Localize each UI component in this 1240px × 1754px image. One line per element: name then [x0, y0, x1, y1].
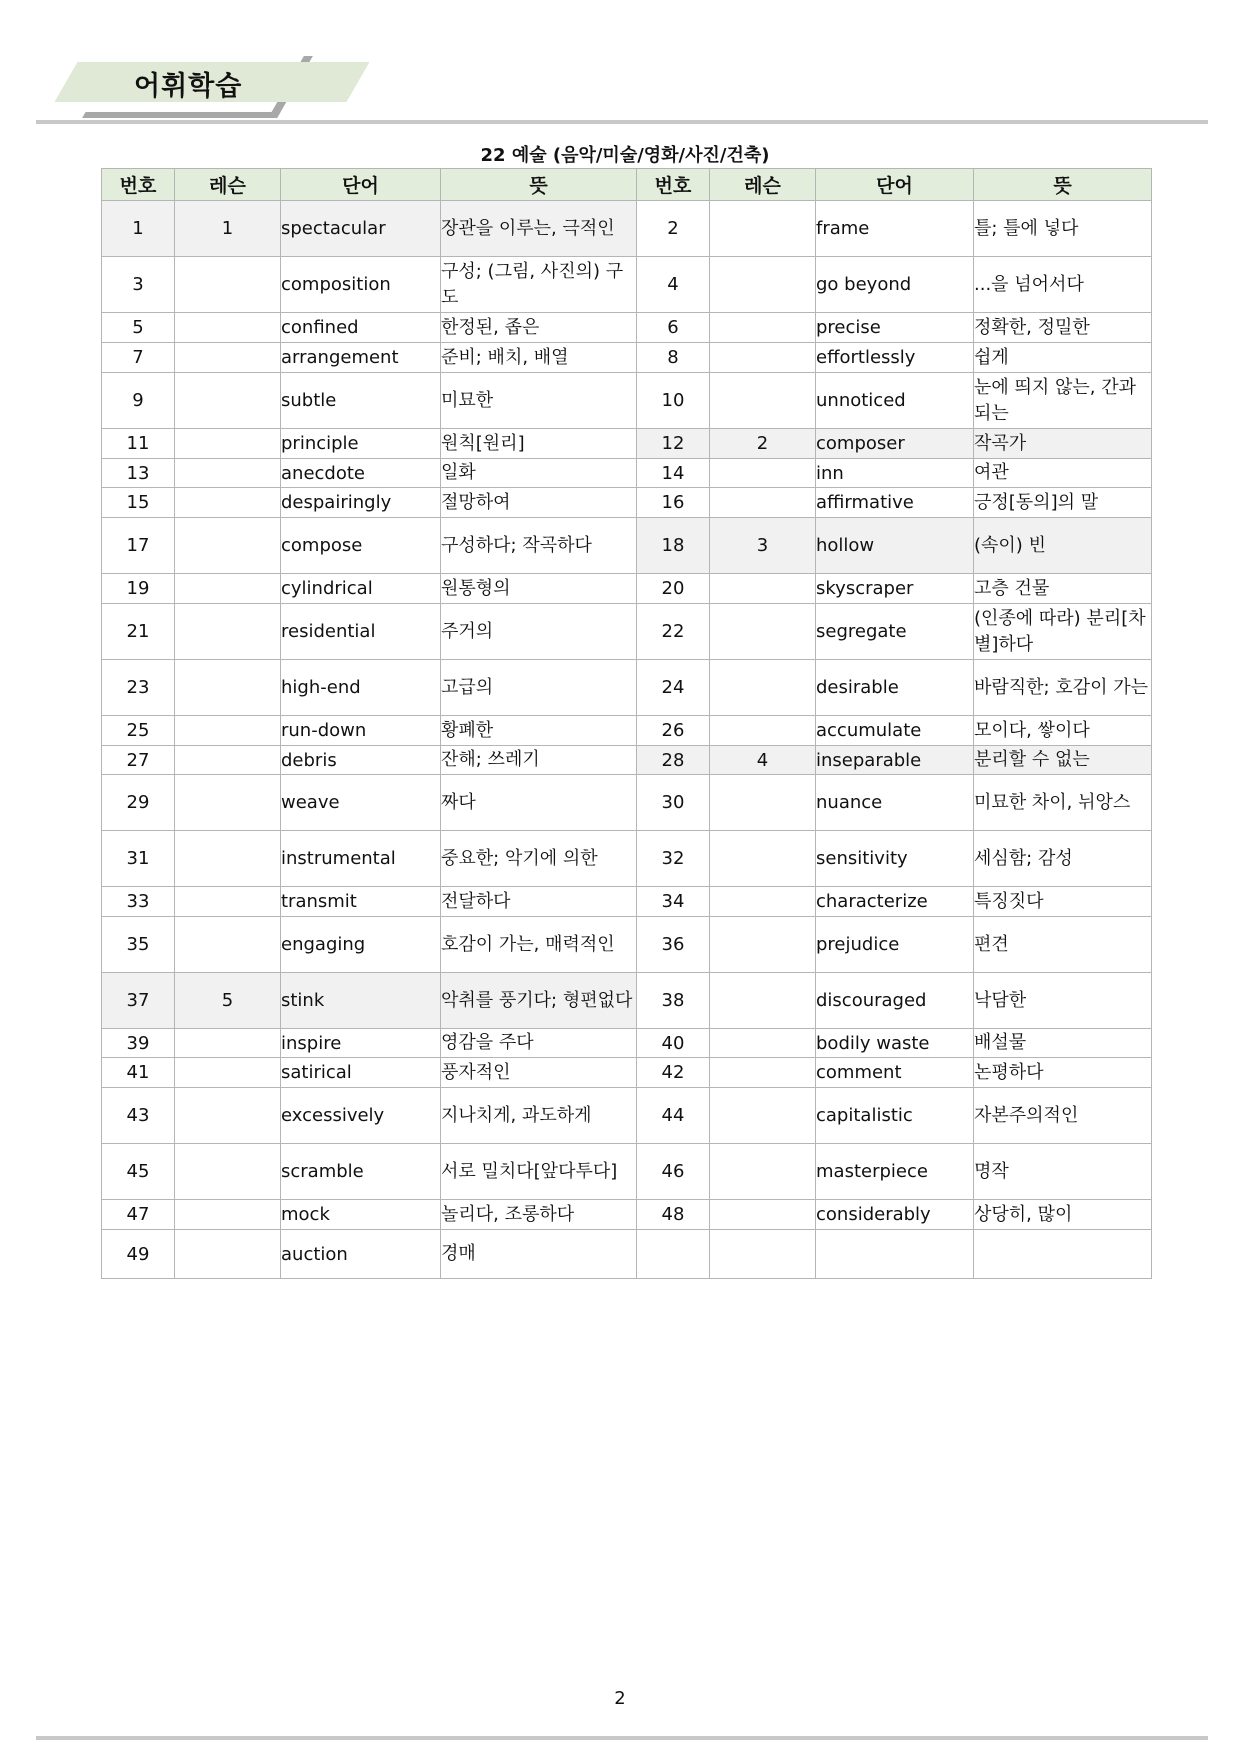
entry-meaning: 쉽게 — [974, 343, 1152, 373]
entry-word: excessively — [281, 1088, 441, 1144]
table-row — [102, 660, 1152, 716]
table-row — [102, 518, 1152, 574]
entry-word: inseparable — [816, 746, 974, 775]
entry-lesson — [175, 429, 281, 459]
entry-number: 32 — [637, 831, 710, 887]
entry-word: sensitivity — [816, 831, 974, 887]
entry-word: inspire — [281, 1029, 441, 1058]
entry-number: 26 — [637, 716, 710, 746]
entry-word: masterpiece — [816, 1144, 974, 1200]
entry-meaning: 분리할 수 없는 — [974, 746, 1152, 775]
entry-word: unnoticed — [816, 373, 974, 429]
entry-number: 11 — [102, 429, 175, 459]
entry-lesson — [710, 1058, 816, 1088]
entry-word: scramble — [281, 1144, 441, 1200]
table-row — [102, 201, 1152, 257]
entry-meaning: 지나치게, 과도하게 — [441, 1088, 637, 1144]
entry-number: 24 — [637, 660, 710, 716]
entry-meaning: 고층 건물 — [974, 574, 1152, 604]
entry-number: 45 — [102, 1144, 175, 1200]
entry-meaning: 절망하여 — [441, 488, 637, 518]
entry-number: 4 — [637, 257, 710, 313]
entry-lesson — [175, 373, 281, 429]
entry-number: 34 — [637, 887, 710, 917]
entry-meaning: 영감을 주다 — [441, 1029, 637, 1058]
entry-number: 27 — [102, 746, 175, 775]
entry-meaning: 장관을 이루는, 극적인 — [441, 201, 637, 257]
entry-lesson — [175, 1058, 281, 1088]
entry-word: considerably — [816, 1200, 974, 1230]
entry-number: 41 — [102, 1058, 175, 1088]
entry-meaning: 원통형의 — [441, 574, 637, 604]
header-lesson: 레슨 — [175, 169, 281, 201]
header-number: 번호 — [102, 169, 175, 201]
entry-meaning: 고급의 — [441, 660, 637, 716]
entry-lesson — [710, 1200, 816, 1230]
entry-number: 35 — [102, 917, 175, 973]
entry-word: mock — [281, 1200, 441, 1230]
entry-meaning: 바람직한; 호감이 가는 — [974, 660, 1152, 716]
entry-lesson — [710, 1088, 816, 1144]
entry-lesson — [175, 518, 281, 574]
entry-meaning: 호감이 가는, 매력적인 — [441, 917, 637, 973]
table-row — [102, 459, 1152, 488]
entry-lesson — [175, 1200, 281, 1230]
table-row — [102, 1144, 1152, 1200]
entry-word: prejudice — [816, 917, 974, 973]
entry-lesson — [175, 1230, 281, 1279]
entry-number: 28 — [637, 746, 710, 775]
vocabulary-table — [101, 168, 1152, 1279]
entry-meaning: 한정된, 좁은 — [441, 313, 637, 343]
table-header-row — [102, 169, 1152, 201]
entry-lesson: 5 — [175, 973, 281, 1029]
entry-lesson — [710, 887, 816, 917]
entry-lesson — [710, 313, 816, 343]
entry-lesson — [175, 574, 281, 604]
entry-word: satirical — [281, 1058, 441, 1088]
entry-word: affirmative — [816, 488, 974, 518]
entry-lesson — [710, 716, 816, 746]
entry-word — [816, 1230, 974, 1279]
entry-meaning: 여관 — [974, 459, 1152, 488]
entry-meaning: 놀리다, 조롱하다 — [441, 1200, 637, 1230]
entry-meaning: 논평하다 — [974, 1058, 1152, 1088]
entry-number: 48 — [637, 1200, 710, 1230]
entry-lesson — [175, 1088, 281, 1144]
entry-number: 7 — [102, 343, 175, 373]
entry-lesson — [175, 488, 281, 518]
entry-word: weave — [281, 775, 441, 831]
entry-number: 18 — [637, 518, 710, 574]
entry-number: 12 — [637, 429, 710, 459]
entry-lesson — [710, 1230, 816, 1279]
table-row — [102, 488, 1152, 518]
entry-word: principle — [281, 429, 441, 459]
vocabulary-rows — [102, 201, 1152, 1279]
table-row — [102, 775, 1152, 831]
entry-number: 15 — [102, 488, 175, 518]
entry-word: segregate — [816, 604, 974, 660]
entry-word: precise — [816, 313, 974, 343]
entry-word: debris — [281, 746, 441, 775]
bottom-divider — [36, 1736, 1208, 1740]
entry-number: 23 — [102, 660, 175, 716]
header-word: 단어 — [816, 169, 974, 201]
entry-meaning: 주거의 — [441, 604, 637, 660]
entry-number: 20 — [637, 574, 710, 604]
table-row — [102, 716, 1152, 746]
entry-word: residential — [281, 604, 441, 660]
entry-meaning: 틀; 틀에 넣다 — [974, 201, 1152, 257]
entry-word: stink — [281, 973, 441, 1029]
entry-number: 21 — [102, 604, 175, 660]
entry-meaning: 일화 — [441, 459, 637, 488]
entry-word: effortlessly — [816, 343, 974, 373]
entry-meaning: 세심함; 감성 — [974, 831, 1152, 887]
entry-lesson — [710, 488, 816, 518]
table-row — [102, 257, 1152, 313]
entry-number: 49 — [102, 1230, 175, 1279]
table-row — [102, 313, 1152, 343]
entry-lesson: 4 — [710, 746, 816, 775]
entry-lesson — [175, 660, 281, 716]
entry-word: composer — [816, 429, 974, 459]
page-number: 2 — [614, 1688, 626, 1709]
entry-meaning: (인종에 따라) 분리[차별]하다 — [974, 604, 1152, 660]
entry-lesson — [710, 660, 816, 716]
entry-word: accumulate — [816, 716, 974, 746]
entry-number: 30 — [637, 775, 710, 831]
entry-lesson — [175, 604, 281, 660]
entry-number: 5 — [102, 313, 175, 343]
entry-meaning: 전달하다 — [441, 887, 637, 917]
entry-meaning: 준비; 배치, 배열 — [441, 343, 637, 373]
entry-meaning: 명작 — [974, 1144, 1152, 1200]
entry-word: despairingly — [281, 488, 441, 518]
entry-number: 3 — [102, 257, 175, 313]
entry-number: 14 — [637, 459, 710, 488]
entry-number: 39 — [102, 1029, 175, 1058]
entry-lesson — [710, 373, 816, 429]
entry-word: spectacular — [281, 201, 441, 257]
entry-meaning: 낙담한 — [974, 973, 1152, 1029]
entry-number: 40 — [637, 1029, 710, 1058]
table-row — [102, 831, 1152, 887]
section-title: 어휘학습 — [134, 71, 243, 102]
entry-meaning: 악취를 풍기다; 형편없다 — [441, 973, 637, 1029]
entry-number: 13 — [102, 459, 175, 488]
table-row — [102, 917, 1152, 973]
header-number: 번호 — [637, 169, 710, 201]
entry-lesson: 2 — [710, 429, 816, 459]
entry-word: high-end — [281, 660, 441, 716]
table-row — [102, 604, 1152, 660]
entry-meaning: 모이다, 쌓이다 — [974, 716, 1152, 746]
entry-number: 1 — [102, 201, 175, 257]
entry-word: frame — [816, 201, 974, 257]
entry-lesson — [175, 831, 281, 887]
entry-number: 37 — [102, 973, 175, 1029]
entry-lesson: 1 — [175, 201, 281, 257]
entry-number: 36 — [637, 917, 710, 973]
entry-word: capitalistic — [816, 1088, 974, 1144]
table-row — [102, 1058, 1152, 1088]
entry-word: arrangement — [281, 343, 441, 373]
entry-meaning: 작곡가 — [974, 429, 1152, 459]
entry-lesson — [710, 1029, 816, 1058]
entry-number: 44 — [637, 1088, 710, 1144]
entry-number: 8 — [637, 343, 710, 373]
entry-meaning: 구성하다; 작곡하다 — [441, 518, 637, 574]
table-row — [102, 343, 1152, 373]
entry-number: 10 — [637, 373, 710, 429]
entry-lesson — [710, 775, 816, 831]
entry-meaning: 정확한, 정밀한 — [974, 313, 1152, 343]
table-row — [102, 746, 1152, 775]
entry-meaning: 미묘한 차이, 뉘앙스 — [974, 775, 1152, 831]
table-row — [102, 1029, 1152, 1058]
entry-meaning: 경매 — [441, 1230, 637, 1279]
entry-word: skyscraper — [816, 574, 974, 604]
entry-lesson — [710, 917, 816, 973]
entry-lesson — [175, 716, 281, 746]
entry-lesson — [710, 604, 816, 660]
entry-word: subtle — [281, 373, 441, 429]
entry-word: instrumental — [281, 831, 441, 887]
entry-number: 38 — [637, 973, 710, 1029]
header-meaning: 뜻 — [441, 169, 637, 201]
table-row — [102, 1230, 1152, 1279]
entry-word: auction — [281, 1230, 441, 1279]
entry-meaning: ...을 넘어서다 — [974, 257, 1152, 313]
entry-lesson — [710, 459, 816, 488]
entry-number: 46 — [637, 1144, 710, 1200]
entry-meaning: 배설물 — [974, 1029, 1152, 1058]
entry-meaning: 중요한; 악기에 의한 — [441, 831, 637, 887]
top-divider — [36, 120, 1208, 124]
entry-meaning: 짜다 — [441, 775, 637, 831]
entry-meaning: 편견 — [974, 917, 1152, 973]
entry-word: confined — [281, 313, 441, 343]
entry-number: 31 — [102, 831, 175, 887]
entry-word: hollow — [816, 518, 974, 574]
table-row — [102, 574, 1152, 604]
entry-number: 25 — [102, 716, 175, 746]
entry-word: anecdote — [281, 459, 441, 488]
entry-lesson — [710, 201, 816, 257]
entry-number: 6 — [637, 313, 710, 343]
table-row — [102, 373, 1152, 429]
entry-number: 16 — [637, 488, 710, 518]
entry-lesson — [710, 574, 816, 604]
entry-word: run-down — [281, 716, 441, 746]
entry-number: 29 — [102, 775, 175, 831]
entry-number: 33 — [102, 887, 175, 917]
entry-meaning — [974, 1230, 1152, 1279]
entry-word: transmit — [281, 887, 441, 917]
table-row — [102, 429, 1152, 459]
table-title: 22 예술 (음악/미술/영화/사진/건축) — [480, 145, 770, 166]
entry-meaning: 자본주의적인 — [974, 1088, 1152, 1144]
entry-lesson — [175, 1144, 281, 1200]
entry-word: compose — [281, 518, 441, 574]
entry-meaning: 긍정[동의]의 말 — [974, 488, 1152, 518]
entry-lesson — [175, 746, 281, 775]
entry-number: 19 — [102, 574, 175, 604]
entry-lesson: 3 — [710, 518, 816, 574]
entry-number: 2 — [637, 201, 710, 257]
entry-lesson — [710, 257, 816, 313]
entry-lesson — [175, 313, 281, 343]
entry-meaning: 잔해; 쓰레기 — [441, 746, 637, 775]
entry-word: cylindrical — [281, 574, 441, 604]
entry-word: desirable — [816, 660, 974, 716]
entry-lesson — [175, 775, 281, 831]
entry-meaning: 상당히, 많이 — [974, 1200, 1152, 1230]
entry-number: 47 — [102, 1200, 175, 1230]
entry-lesson — [710, 1144, 816, 1200]
entry-lesson — [175, 887, 281, 917]
entry-meaning: 황폐한 — [441, 716, 637, 746]
entry-number: 43 — [102, 1088, 175, 1144]
entry-meaning: 서로 밀치다[앞다투다] — [441, 1144, 637, 1200]
entry-meaning: 원칙[원리] — [441, 429, 637, 459]
entry-word: characterize — [816, 887, 974, 917]
entry-lesson — [175, 1029, 281, 1058]
entry-meaning: 구성; (그림, 사진의) 구도 — [441, 257, 637, 313]
entry-lesson — [710, 343, 816, 373]
entry-number: 17 — [102, 518, 175, 574]
table-row — [102, 1088, 1152, 1144]
table-row — [102, 887, 1152, 917]
entry-number: 42 — [637, 1058, 710, 1088]
header-meaning: 뜻 — [974, 169, 1152, 201]
entry-meaning: 풍자적인 — [441, 1058, 637, 1088]
entry-number — [637, 1230, 710, 1279]
header-lesson: 레슨 — [710, 169, 816, 201]
entry-word: discouraged — [816, 973, 974, 1029]
entry-lesson — [710, 973, 816, 1029]
entry-word: bodily waste — [816, 1029, 974, 1058]
entry-meaning: 미묘한 — [441, 373, 637, 429]
entry-meaning: 특징짓다 — [974, 887, 1152, 917]
entry-lesson — [710, 831, 816, 887]
entry-meaning: 눈에 띄지 않는, 간과되는 — [974, 373, 1152, 429]
table-row — [102, 973, 1152, 1029]
entry-lesson — [175, 257, 281, 313]
entry-word: engaging — [281, 917, 441, 973]
entry-lesson — [175, 917, 281, 973]
entry-lesson — [175, 343, 281, 373]
entry-meaning: (속이) 빈 — [974, 518, 1152, 574]
entry-word: go beyond — [816, 257, 974, 313]
entry-number: 22 — [637, 604, 710, 660]
entry-word: inn — [816, 459, 974, 488]
entry-word: comment — [816, 1058, 974, 1088]
entry-lesson — [175, 459, 281, 488]
entry-word: nuance — [816, 775, 974, 831]
entry-word: composition — [281, 257, 441, 313]
header-word: 단어 — [281, 169, 441, 201]
entry-number: 9 — [102, 373, 175, 429]
table-row — [102, 1200, 1152, 1230]
